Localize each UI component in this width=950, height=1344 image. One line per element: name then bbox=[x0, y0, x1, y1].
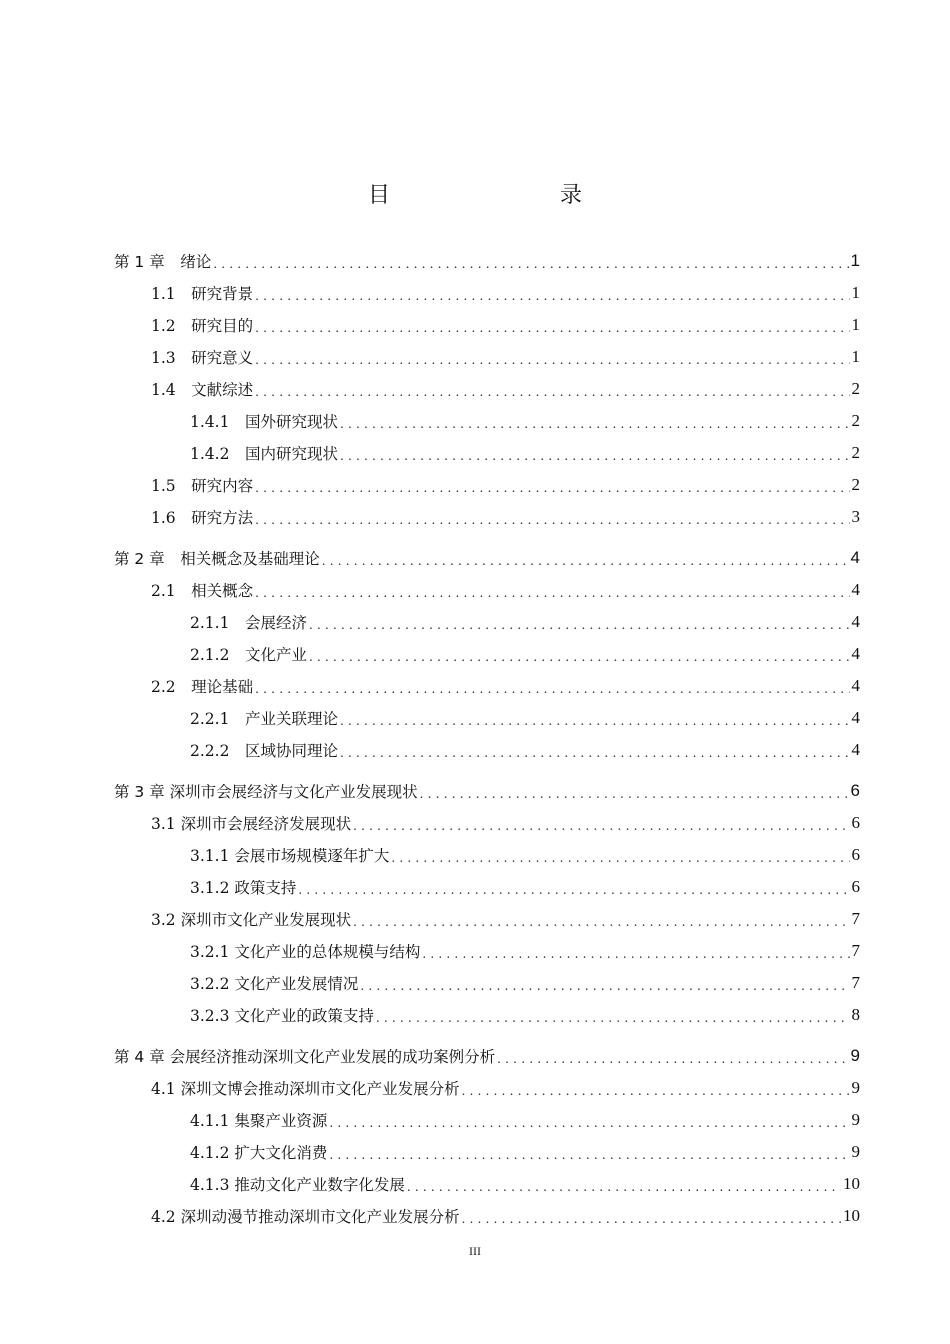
toc-section-entry[interactable] bbox=[114, 373, 860, 405]
toc-section-entry[interactable] bbox=[114, 807, 860, 839]
toc-subsection-entry[interactable] bbox=[114, 871, 860, 903]
dot-leader bbox=[360, 979, 849, 993]
toc-section-entry[interactable] bbox=[114, 469, 860, 501]
toc-page-number: 4 bbox=[850, 548, 860, 567]
toc-entry-label: 3.2.1 文化产业的总体规模与结构 bbox=[190, 943, 421, 961]
toc-page-number: 9 bbox=[851, 1142, 860, 1161]
toc-entry-label: 1.1 研究背景 bbox=[151, 285, 254, 303]
dot-leader bbox=[353, 915, 849, 929]
toc-subsection-entry[interactable] bbox=[114, 999, 860, 1031]
toc-section-entry[interactable] bbox=[114, 1072, 860, 1104]
toc-page-number: 4 bbox=[851, 644, 860, 663]
dot-leader bbox=[309, 618, 850, 632]
toc-chapter-entry[interactable] bbox=[114, 1040, 860, 1072]
toc-section-entry[interactable] bbox=[114, 341, 860, 373]
dot-leader bbox=[213, 257, 848, 271]
toc-section-entry[interactable] bbox=[114, 574, 860, 606]
toc-section-entry[interactable] bbox=[114, 277, 860, 309]
dot-leader bbox=[255, 321, 849, 335]
toc-page-number: 7 bbox=[851, 941, 860, 960]
toc-section-entry[interactable] bbox=[114, 903, 860, 935]
toc-entry-label: 第 4 章 会展经济推动深圳文化产业发展的成功案例分析 bbox=[114, 1048, 496, 1066]
toc-entry-label: 第 3 章 深圳市会展经济与文化产业发展现状 bbox=[114, 783, 418, 801]
dot-leader bbox=[340, 449, 850, 463]
toc-entry-label: 4.1.3 推动文化产业数字化发展 bbox=[190, 1176, 405, 1194]
dot-leader bbox=[407, 1180, 841, 1194]
toc-entry-label: 3.1 深圳市会展经济发展现状 bbox=[151, 815, 352, 833]
toc-entry-label: 4.1.2 扩大文化消费 bbox=[190, 1144, 328, 1162]
toc-page-number: 4 bbox=[851, 740, 860, 759]
toc-page-number: 9 bbox=[851, 1110, 860, 1129]
toc-entry-label: 1.3 研究意义 bbox=[151, 349, 254, 367]
toc-entry-label: 1.4.1 国外研究现状 bbox=[190, 413, 338, 431]
dot-leader bbox=[298, 883, 849, 897]
toc-page-number: 2 bbox=[851, 411, 860, 430]
toc-chapter-entry[interactable] bbox=[114, 245, 860, 277]
toc-page-number: 1 bbox=[851, 283, 860, 302]
toc-subsection-entry[interactable] bbox=[114, 734, 860, 766]
dot-leader bbox=[255, 682, 849, 696]
toc-entry-label: 第 1 章 绪论 bbox=[114, 253, 212, 271]
toc-subsection-entry[interactable] bbox=[114, 437, 860, 469]
dot-leader bbox=[497, 1052, 848, 1066]
toc-entry-label: 2.2.2 区域协同理论 bbox=[190, 742, 338, 760]
dot-leader bbox=[329, 1116, 849, 1130]
dot-leader bbox=[353, 819, 849, 833]
toc-entry-label: 2.1.1 会展经济 bbox=[190, 614, 307, 632]
toc-subsection-entry[interactable] bbox=[114, 405, 860, 437]
toc-chapter-entry[interactable] bbox=[114, 775, 860, 807]
toc-entry-label: 1.5 研究内容 bbox=[151, 477, 254, 495]
toc-entry-label: 3.2 深圳市文化产业发展现状 bbox=[151, 911, 352, 929]
dot-leader bbox=[340, 417, 850, 431]
dot-leader bbox=[422, 947, 849, 961]
toc-page-number: 10 bbox=[843, 1206, 860, 1225]
toc-page-number: 7 bbox=[851, 909, 860, 928]
toc-page-number: 9 bbox=[851, 1078, 860, 1097]
toc-page-number: 2 bbox=[851, 443, 860, 462]
toc-subsection-entry[interactable] bbox=[114, 606, 860, 638]
toc-entry-label: 1.4.2 国内研究现状 bbox=[190, 445, 338, 463]
toc-page-number: 10 bbox=[843, 1174, 860, 1193]
toc-subsection-entry[interactable] bbox=[114, 1168, 860, 1200]
dot-leader bbox=[255, 586, 849, 600]
toc-subsection-entry[interactable] bbox=[114, 702, 860, 734]
toc-page-number: 7 bbox=[851, 973, 860, 992]
toc-page-number: 1 bbox=[851, 315, 860, 334]
dot-leader bbox=[462, 1084, 850, 1098]
toc-subsection-entry[interactable] bbox=[114, 935, 860, 967]
toc-page-number: 6 bbox=[851, 813, 860, 832]
toc-entry-label: 4.1 深圳文博会推动深圳市文化产业发展分析 bbox=[151, 1080, 460, 1098]
toc-entry-label: 2.1 相关概念 bbox=[151, 582, 254, 600]
toc-entry-label: 4.2 深圳动漫节推动深圳市文化产业发展分析 bbox=[151, 1208, 460, 1226]
toc-entry-label: 3.2.2 文化产业发展情况 bbox=[190, 975, 359, 993]
toc-entry-label: 2.2 理论基础 bbox=[151, 678, 254, 696]
toc-page-number: 1 bbox=[851, 347, 860, 366]
toc-subsection-entry[interactable] bbox=[114, 1136, 860, 1168]
toc-subsection-entry[interactable] bbox=[114, 638, 860, 670]
toc-page-number: 6 bbox=[851, 845, 860, 864]
toc-page-number: 2 bbox=[851, 379, 860, 398]
toc-page-number: 8 bbox=[851, 1005, 860, 1024]
dot-leader bbox=[255, 289, 849, 303]
toc-entry-label: 1.6 研究方法 bbox=[151, 509, 254, 527]
dot-leader bbox=[322, 554, 849, 568]
toc-section-entry[interactable] bbox=[114, 1200, 860, 1232]
dot-leader bbox=[420, 787, 849, 801]
toc-entry-label: 3.1.2 政策支持 bbox=[190, 879, 297, 897]
toc-page-number: 4 bbox=[851, 708, 860, 727]
dot-leader bbox=[255, 385, 849, 399]
toc-page-number: 2 bbox=[851, 475, 860, 494]
dot-leader bbox=[462, 1212, 841, 1226]
toc-entry-label: 3.1.1 会展市场规模逐年扩大 bbox=[190, 847, 390, 865]
toc-subsection-entry[interactable] bbox=[114, 1104, 860, 1136]
toc-subsection-entry[interactable] bbox=[114, 839, 860, 871]
toc-page-number: 6 bbox=[850, 781, 860, 800]
dot-leader bbox=[329, 1148, 849, 1162]
toc-entry-label: 1.2 研究目的 bbox=[151, 317, 254, 335]
toc-subsection-entry[interactable] bbox=[114, 967, 860, 999]
toc-page-number: 4 bbox=[851, 580, 860, 599]
dot-leader bbox=[391, 851, 849, 865]
toc-entry-label: 第 2 章 相关概念及基础理论 bbox=[114, 550, 320, 568]
dot-leader bbox=[255, 353, 849, 367]
toc-entry-label: 2.2.1 产业关联理论 bbox=[190, 710, 338, 728]
toc-entry-label: 1.4 文献综述 bbox=[151, 381, 254, 399]
toc-section-entry[interactable] bbox=[114, 670, 860, 702]
dot-leader bbox=[309, 650, 850, 664]
dot-leader bbox=[255, 481, 849, 495]
toc-page-number: 1 bbox=[850, 251, 860, 270]
toc-page-number: 9 bbox=[850, 1046, 860, 1065]
toc-page-number: 4 bbox=[851, 612, 860, 631]
toc-entry-label: 4.1.1 集聚产业资源 bbox=[190, 1112, 328, 1130]
toc-page-number: 4 bbox=[851, 676, 860, 695]
page-number: III bbox=[469, 1244, 481, 1258]
toc-section-entry[interactable] bbox=[114, 309, 860, 341]
dot-leader bbox=[376, 1011, 850, 1025]
dot-leader bbox=[255, 513, 849, 527]
toc-section-entry[interactable] bbox=[114, 501, 860, 533]
toc-page-number: 3 bbox=[851, 507, 860, 526]
page-title: 目 录 bbox=[367, 183, 624, 208]
toc-entry-label: 2.1.2 文化产业 bbox=[190, 646, 307, 664]
toc-chapter-entry[interactable] bbox=[114, 542, 860, 574]
dot-leader bbox=[340, 714, 850, 728]
toc-entry-label: 3.2.3 文化产业的政策支持 bbox=[190, 1007, 374, 1025]
toc-page-number: 6 bbox=[851, 877, 860, 896]
dot-leader bbox=[340, 746, 850, 760]
